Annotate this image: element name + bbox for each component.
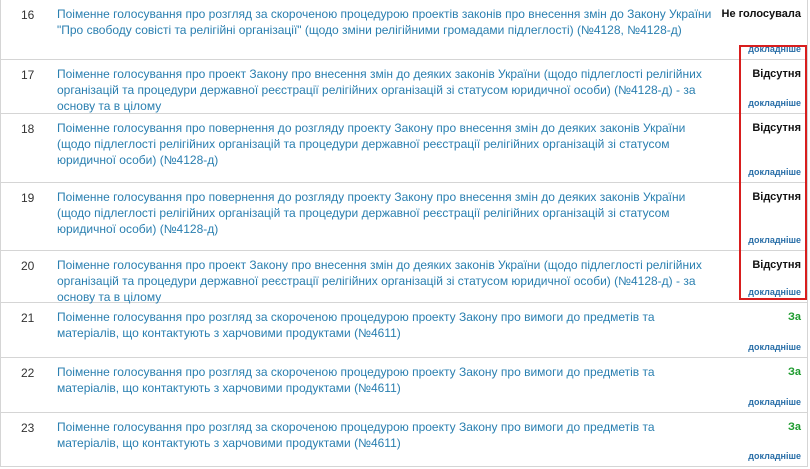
table-row xyxy=(0,183,808,251)
row-number: 22 xyxy=(21,366,35,380)
details-link[interactable]: докладніше xyxy=(748,167,801,177)
table-row xyxy=(0,60,808,114)
details-link[interactable]: докладніше xyxy=(748,397,801,407)
vote-result: За xyxy=(787,366,801,378)
vote-title-link[interactable]: Поіменне голосування про проект Закону про внесення змін до деяких законів України (щодо підлеглості релігійних організацій та процедури державної реєстрації релігійних організацій зі статусом юридичної особи) (№4128-д) - за основу та в цілому xyxy=(57,258,702,304)
vote-title-link[interactable]: Поіменне голосування про повернення до розгляду проекту Закону про внесення змін до деяких законів України (щодо підлеглості релігійних організацій та процедури державної реєстрації релігійних організацій зі статусом юридичної особи) (№4128-д) xyxy=(57,121,686,167)
row-number: 16 xyxy=(21,8,35,22)
vote-result: За xyxy=(787,421,801,433)
vote-title-link[interactable]: Поіменне голосування про розгляд за скороченою процедурою проекту Закону про вимоги до предметів та матеріалів, що контактують з харчовими продуктами (№4611) xyxy=(57,365,655,395)
row-number: 17 xyxy=(21,68,35,82)
vote-result: Відсутня xyxy=(752,191,801,203)
details-link[interactable]: докладніше xyxy=(748,342,801,352)
details-link[interactable]: докладніше xyxy=(748,287,801,297)
row-number: 19 xyxy=(21,191,35,205)
vote-title-link[interactable]: Поіменне голосування про повернення до розгляду проекту Закону про внесення змін до деяких законів України (щодо підлеглості релігійних організацій та процедури державної реєстрації релігійних організацій зі статусом юридичної особи) (№4128-д) xyxy=(57,190,686,236)
table-row xyxy=(0,251,808,303)
vote-result: Не голосувала xyxy=(721,8,801,20)
table-row xyxy=(0,413,808,467)
row-number: 23 xyxy=(21,421,35,435)
table-row xyxy=(0,0,808,60)
table-row xyxy=(0,114,808,183)
vote-result: Відсутня xyxy=(752,259,801,271)
table-row xyxy=(0,303,808,358)
vote-result: За xyxy=(787,311,801,323)
details-link[interactable]: докладніше xyxy=(748,44,801,54)
vote-title-link[interactable]: Поіменне голосування про розгляд за скороченою процедурою проекту Закону про вимоги до предметів та матеріалів, що контактують з харчовими продуктами (№4611) xyxy=(57,310,655,340)
table-row xyxy=(0,358,808,413)
vote-title-link[interactable]: Поіменне голосування про проект Закону про внесення змін до деяких законів України (щодо підлеглості релігійних організацій та процедури державної реєстрації релігійних організацій зі статусом юридичної особи) (№4128-д) - за основу та в цілому xyxy=(57,67,702,113)
vote-result: Відсутня xyxy=(752,68,801,80)
vote-result: Відсутня xyxy=(752,122,801,134)
row-number: 20 xyxy=(21,259,35,273)
details-link[interactable]: докладніше xyxy=(748,235,801,245)
details-link[interactable]: докладніше xyxy=(748,98,801,108)
vote-title-link[interactable]: Поіменне голосування про розгляд за скороченою процедурою проекту Закону про вимоги до предметів та матеріалів, що контактують з харчовими продуктами (№4611) xyxy=(57,420,655,450)
vote-title-link[interactable]: Поіменне голосування про розгляд за скороченою процедурою проектів законів про внесення змін до Закону України "Про свободу совісті та релігійні організації" (щодо зміни релігійними громадами підлеглості) (№4128, №4128-д) xyxy=(57,7,712,37)
row-number: 18 xyxy=(21,122,35,136)
row-number: 21 xyxy=(21,311,35,325)
details-link[interactable]: докладніше xyxy=(748,451,801,461)
